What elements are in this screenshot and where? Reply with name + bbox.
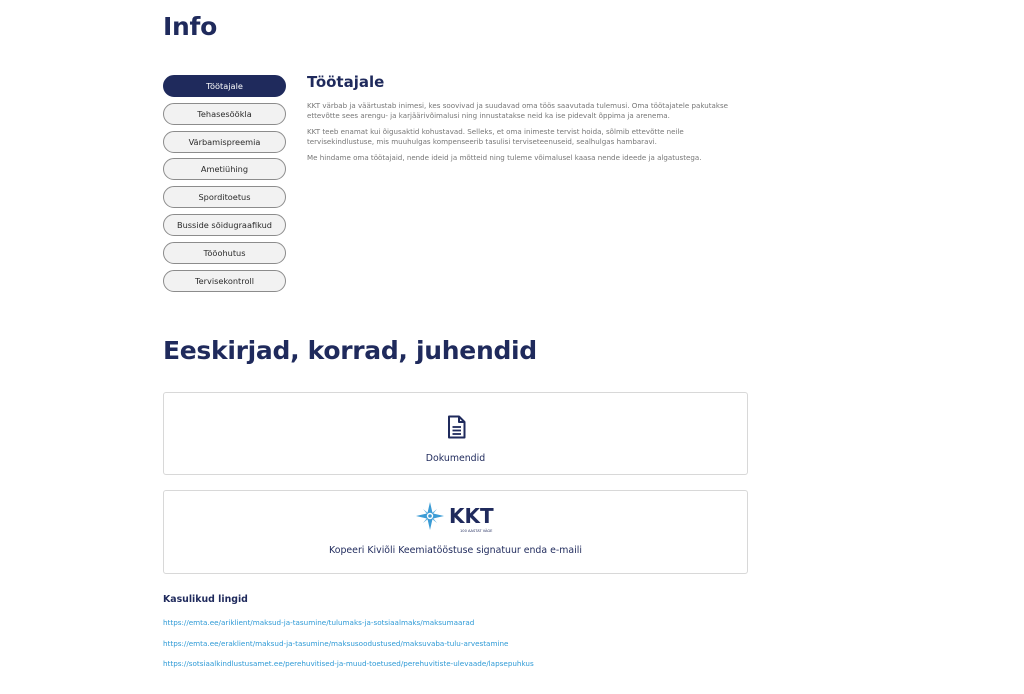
nav-item-tehasesookla[interactable]: Tehasesöökla xyxy=(163,103,286,125)
logo-text: KKT xyxy=(449,504,494,528)
section-title: Eeskirjad, korrad, juhendid xyxy=(163,336,537,365)
document-icon xyxy=(447,415,466,443)
signature-card[interactable] xyxy=(163,490,748,574)
nav-item-sporditoetus[interactable]: Sporditoetus xyxy=(163,186,286,208)
nav-item-tootajale[interactable]: Töötajale xyxy=(163,75,286,97)
documents-label: Dokumendid xyxy=(425,453,486,464)
info-nav xyxy=(163,75,286,297)
logo-subtext: 100 AASTAT VÄGE xyxy=(460,529,493,533)
nav-item-ametiuhing[interactable]: Ametiühing xyxy=(163,158,286,180)
useful-link[interactable]: https://emta.ee/ariklient/maksud-ja-tasumine/tulumaks-ja-sotsiaalmaks/maksumaarad xyxy=(163,618,475,627)
nav-item-tooohutus[interactable]: Tööohutus xyxy=(163,242,286,264)
useful-link[interactable]: https://sotsiaalkindlustusamet.ee/perehuvitised-ja-muud-toetused/perehuvitiste-ulevaade/lapsepuhkus xyxy=(163,659,534,668)
useful-link[interactable]: https://emta.ee/eraklient/maksud-ja-tasumine/maksusoodustused/maksuvaba-tulu-arvestamine xyxy=(163,639,509,648)
info-content xyxy=(307,73,747,169)
nav-item-varbamispreemia[interactable]: Värbamispreemia xyxy=(163,131,286,153)
nav-item-busside-soidugraafikud[interactable]: Busside sõidugraafikud xyxy=(163,214,286,236)
content-heading: Töötajale xyxy=(307,73,385,91)
nav-item-tervisekontroll[interactable]: Tervisekontroll xyxy=(163,270,286,292)
content-paragraph: KKT teeb enamat kui õigusaktid kohustavad. Selleks, et oma inimeste tervist hoida, sõlmib ettevõtte neile tervisekindlustuse, mis muuhulgas kompenseerib tasulisi terviseteenuseid, sealhulgas hambaravi. xyxy=(307,127,684,146)
page-title: Info xyxy=(163,12,217,41)
documents-card[interactable] xyxy=(163,392,748,475)
useful-links-title: Kasulikud lingid xyxy=(163,594,248,605)
content-paragraph: Me hindame oma töötajaid, nende ideid ja mõtteid ning tuleme võimalusel kaasa nende ideede ja algatustega. xyxy=(307,153,702,162)
content-paragraph: KKT värbab ja väärtustab inimesi, kes soovivad ja suudavad oma töös saavutada tulemusi. Oma töötajatele pakutakse ettevõtte sees arengu- ja karjäärivõimalusi ning innustatakse neid ka ise pidevalt õppima ja arenema. xyxy=(307,101,729,120)
signature-label: Kopeeri Kiviõli Keemiatööstuse signatuur enda e-maili xyxy=(329,545,582,556)
kkt-logo xyxy=(415,501,499,539)
